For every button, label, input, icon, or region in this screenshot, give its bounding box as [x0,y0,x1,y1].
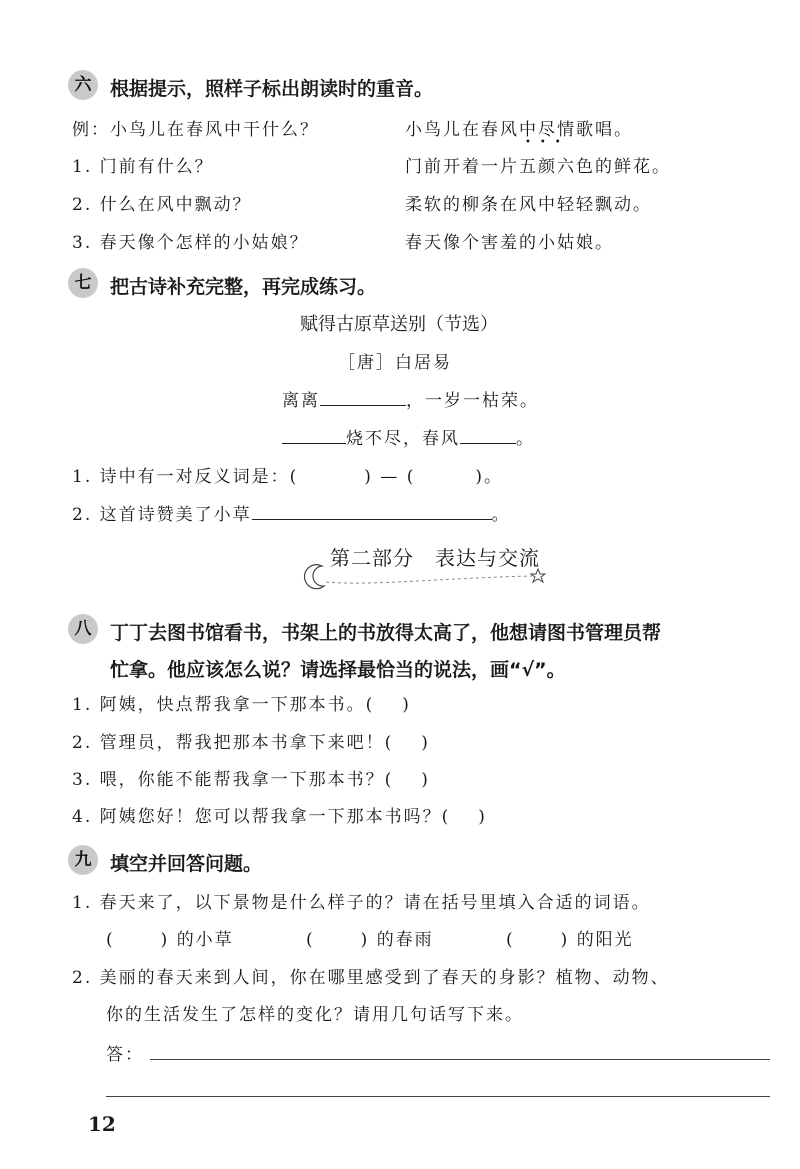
q1-end: )。 [475,467,503,487]
fill-item-2 [306,925,434,950]
fill-2-open: ( [306,930,315,950]
option-3 [72,765,430,790]
poem-blank-1[interactable] [320,389,406,406]
option-3-close: ) [421,770,430,790]
poem-line-1 [282,386,539,411]
section-8-title-line-1: 丁丁去图书馆看书，书架上的书放得太高了，他想请图书管理员帮 [110,622,662,644]
section-7-number: 七 [68,268,98,298]
q2-end: 。 [491,505,511,525]
section-6-example-question: 例：小鸟儿在春风中干什么？ [72,120,319,140]
option-2-text: 2. 管理员，帮我把那本书拿下来吧！( [72,733,394,753]
answer-line-2[interactable] [106,1096,770,1097]
poem-line-1-end: ，一岁一枯荣。 [406,391,539,411]
section-6-title: 根据提示，照样子标出朗读时的重音。 [110,78,434,100]
option-4-text: 4. 阿姨您好！您可以帮我拿一下那本书吗？( [72,807,451,827]
fill-2-word: 的春雨 [376,930,434,950]
fill-item-3 [506,925,634,950]
fill-1-open: ( [106,930,115,950]
poem-line-1-start: 离离 [282,391,320,411]
option-2 [72,728,430,753]
answer-label: 答： [106,1045,144,1065]
q2-label: 2. 这首诗赞美了小草 [72,505,252,525]
section-9-question-2-line-2: 你的生活发生了怎样的变化？请用几句话写下来。 [106,1005,524,1025]
option-2-close: ) [421,733,430,753]
answer-line-1[interactable] [150,1059,770,1060]
q1-middle: ) — ( [364,467,416,487]
moon-star-decoration [292,556,552,590]
option-4 [72,802,487,827]
fill-3-word: 的阳光 [576,930,634,950]
option-1 [72,690,411,715]
praise-blank[interactable] [252,503,492,520]
stress-marks: ••• [525,137,570,148]
option-1-close: ) [402,695,411,715]
section-6-answer-2: 柔软的柳条在风中轻轻飘动。 [405,195,652,215]
poem-line-2-end: 。 [516,429,535,449]
part-2-title: 第二部分 表达与交流 [330,546,540,570]
section-9-title: 填空并回答问题。 [110,853,263,875]
q1-label: 1. 诗中有一对反义词是：( [72,467,299,487]
section-9-number: 九 [68,845,98,875]
section-6-answer-1: 门前开着一片五颜六色的鲜花。 [405,157,671,177]
section-9-question-2-line-1: 2. 美丽的春天来到人间，你在哪里感受到了春天的身影？植物、动物、 [72,968,670,988]
section-8-title-line-2: 忙拿。他应该怎么说？请选择最恰当的说法，画“√”。 [110,659,566,681]
fill-item-1 [106,925,234,950]
poem-title: 赋得古原草送别（节选） [300,314,498,335]
fill-1-word: 的小草 [176,930,234,950]
section-6-question-2: 2. 什么在风中飘动？ [72,195,252,215]
section-9-question-1: 1. 春天来了，以下景物是什么样子的？请在括号里填入合适的词语。 [72,893,651,913]
poem-blank-2[interactable] [282,427,346,444]
poem-blank-3[interactable] [460,427,516,444]
section-6-number: 六 [68,70,98,100]
option-3-text: 3. 喂，你能不能帮我拿一下那本书？( [72,770,394,790]
option-4-close: ) [478,807,487,827]
section-6-question-1: 1. 门前有什么？ [72,157,214,177]
poem-author: ［唐］白居易 [338,353,452,373]
option-1-text: 1. 阿姨，快点帮我拿一下那本书。( [72,695,375,715]
fill-3-open: ( [506,930,515,950]
page-number: 12 [88,1112,116,1136]
section-6-answer-3: 春天像个害羞的小姑娘。 [405,233,614,253]
poem-line-2 [282,424,535,449]
section-6-example-answer: 小鸟儿在春风中尽情歌唱。 [405,120,633,140]
section-7-question-1 [72,462,503,487]
section-8-number: 八 [68,614,98,644]
fill-2-close: ) [360,930,370,950]
poem-line-2-middle: 烧不尽，春风 [346,429,460,449]
section-6-question-3: 3. 春天像个怎样的小姑娘？ [72,233,309,253]
section-7-question-2 [72,500,511,525]
section-7-title: 把古诗补充完整，再完成练习。 [110,276,377,298]
fill-3-close: ) [560,930,570,950]
fill-1-close: ) [160,930,170,950]
